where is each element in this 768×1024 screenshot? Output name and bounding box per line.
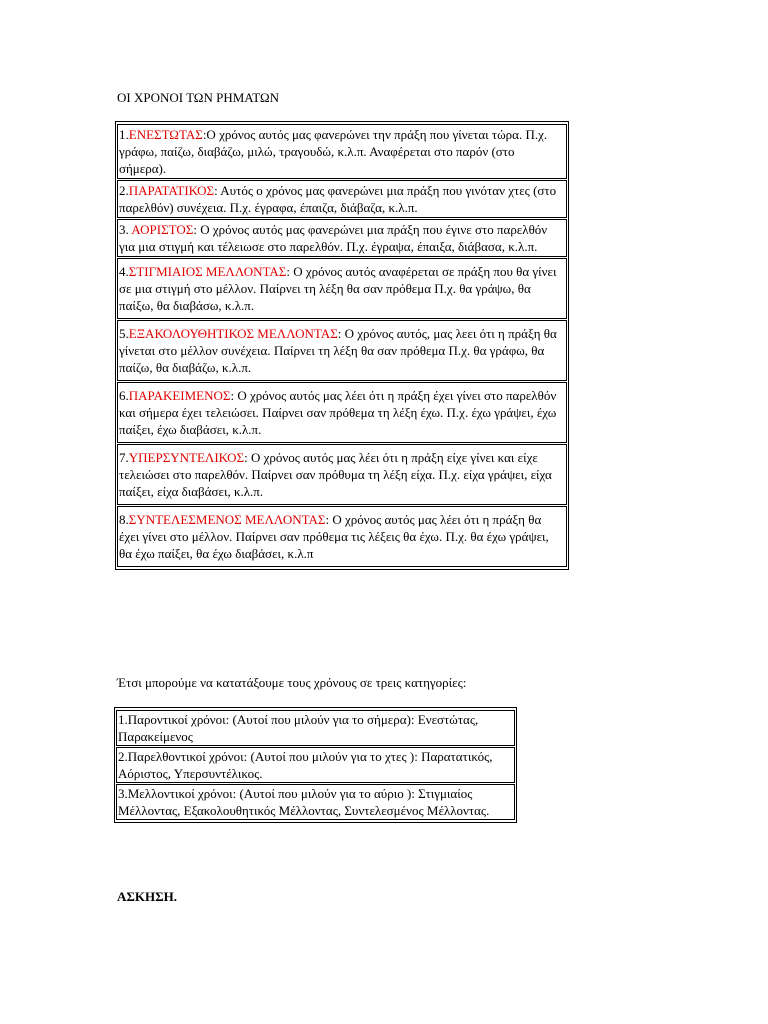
- tense-cell-3: [117, 219, 567, 257]
- tense-number: 2.: [119, 183, 129, 198]
- tense-name: ΠΑΡΑΤΑΤΙΚΟΣ: [128, 183, 215, 198]
- category-cell-past: 2.Παρελθοντικοί χρόνοι: (Αυτοί που μιλούν για το χτες ): Παρατατικός, Αόριστος, Υπερσυντέλικος.: [116, 747, 515, 783]
- exercise-heading: ΑΣΚΗΣΗ.: [117, 889, 177, 904]
- tense-description: :Ο χρόνος αυτός μας φανερώνει την πράξη που γίνεται τώρα. Π.χ. γράφω, παίζω, διαβάζω, μιλώ, τραγουδώ, κ.λ.π. Αναφέρεται στο παρόν (στο σήμερα).: [119, 127, 548, 176]
- tense-number: 7.: [119, 450, 129, 465]
- tense-description: : Ο χρόνος αυτός μας λέει ότι η πράξη είχε γίνει και είχε τελειώσει στο παρελθόν. Παίρνει σαν πρόθυμα τη λέξη είχα. Π.χ. είχα γράψει, είχα παίξει, είχα διαβάσει, κ.λ.π.: [119, 450, 552, 499]
- tense-cell-5: [117, 320, 567, 381]
- tense-number: 5.: [119, 326, 129, 341]
- tense-name: ΑΟΡΙΣΤΟΣ: [131, 222, 194, 237]
- tense-description: : Αυτός ο χρόνος μας φανερώνει μια πράξη που γινόταν χτες (στο παρελθόν) συνέχεια. Π.χ. έγραφα, έπαιζα, διάβαζα, κ.λ.π.: [119, 183, 557, 215]
- tense-name: ΥΠΕΡΣΥΝΤΕΛΙΚΟΣ: [128, 450, 245, 465]
- page-title: ΟΙ ΧΡΟΝΟΙ ΤΩΝ ΡΗΜΑΤΩΝ: [117, 90, 279, 105]
- tense-name: ΕΞΑΚΟΛΟΥΘΗΤΙΚΟΣ ΜΕΛΛΟΝΤΑΣ: [128, 326, 338, 341]
- tense-number: 4.: [119, 264, 129, 279]
- tense-description: : Ο χρόνος αυτός μας λέει ότι η πράξη έχει γίνει στο παρελθόν και σήμερα έχει τελειώσει. Παίρνει σαν πρόθεμα τη λέξη έχω. Π.χ. έχω γράψει, έχω παίξει, έχω διαβάσει, κ.λ.π.: [119, 388, 557, 437]
- tense-number: 1.: [119, 127, 129, 142]
- category-cell-future: 3.Μελλοντικοί χρόνοι: (Αυτοί που μιλούν για το αύριο ): Στιγμιαίος Μέλλοντας, Εξακολουθητικός Μέλλοντας, Συντελεσμένος Μέλλοντας.: [116, 784, 515, 820]
- tense-cell-4: [117, 258, 567, 319]
- tense-number: 8.: [119, 512, 129, 527]
- tense-cell-1: [117, 124, 567, 179]
- tense-description: : Ο χρόνος αυτός, μας λεει ότι η πράξη θα γίνεται στο μέλλον συνέχεια. Παίρνει τη λέξη θα σαν πρόθεμα Π.χ. θα γράφω, θα παίζω, θα διαβάζω, κ.λ.π.: [119, 326, 557, 375]
- category-cell-present: 1.Παροντικοί χρόνοι: (Αυτοί που μιλούν για το σήμερα): Ενεστώτας, Παρακείμενος: [116, 710, 515, 746]
- categories-intro: Έτσι μπορούμε να κατατάξουμε τους χρόνους σε τρεις κατηγορίες:: [117, 675, 467, 690]
- tense-cell-8: [117, 506, 567, 567]
- tense-description: : Ο χρόνος αυτός μας φανερώνει μια πράξη που έγινε στο παρελθόν για μια στιγμή και τέλειωσε στο παρελθόν. Π.χ. έγραψα, έπαιξα, διάβασα, κ.λ.π.: [119, 222, 548, 254]
- tense-description: : Ο χρόνος αυτός αναφέρεται σε πράξη που θα γίνει σε μια στιγμή στο μέλλον. Παίρνει τη λέξη θα σαν πρόθεμα Π.χ. θα γράψω, θα παίξω, θα διαβάσω, κ.λ.π.: [119, 264, 557, 313]
- tense-number: 6.: [119, 388, 129, 403]
- tense-name: ΠΑΡΑΚΕΙΜΕΝΟΣ: [128, 388, 231, 403]
- tense-name: ΣΥΝΤΕΛΕΣΜΕΝΟΣ ΜΕΛΛΟΝΤΑΣ: [128, 512, 326, 527]
- tense-number: 3.: [119, 222, 132, 237]
- tense-cell-2: [117, 180, 567, 218]
- tense-cell-7: [117, 444, 567, 505]
- categories-table: [114, 707, 517, 823]
- tense-name: ΕΝΕΣΤΩΤΑΣ: [128, 127, 203, 142]
- tense-cell-6: [117, 382, 567, 443]
- tense-description: : Ο χρόνος αυτός μας λέει ότι η πράξη θα έχει γίνει στο μέλλον. Παίρνει σαν πρόθεμα τις λέξεις θα έχω. Π.χ. θα έχω γράψει, θα έχω παίξει, θα έχω διαβάσει, κ.λ.π: [119, 512, 549, 561]
- tense-name: ΣΤΙΓΜΙΑΙΟΣ ΜΕΛΛΟΝΤΑΣ: [128, 264, 287, 279]
- tenses-table: [115, 121, 569, 570]
